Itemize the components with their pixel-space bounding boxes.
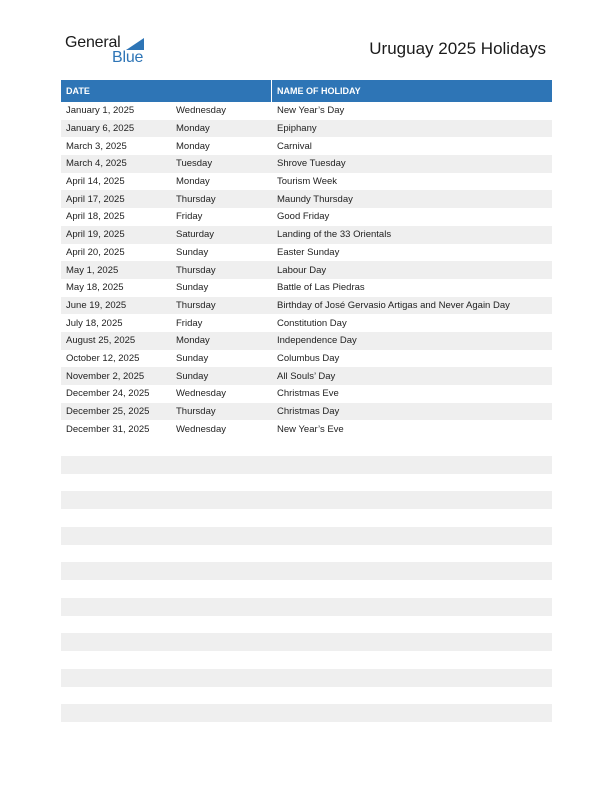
holiday-weekday: Friday — [176, 211, 203, 223]
table-row — [61, 420, 552, 438]
holiday-date: January 1, 2025 — [66, 105, 135, 117]
holiday-date: April 17, 2025 — [66, 193, 125, 205]
holiday-weekday: Tuesday — [176, 158, 213, 170]
holiday-name: Maundy Thursday — [277, 193, 353, 205]
table-row — [61, 137, 552, 155]
holiday-weekday: Saturday — [176, 229, 215, 241]
holiday-weekday: Thursday — [176, 299, 216, 311]
table-row — [61, 173, 552, 191]
holiday-weekday: Sunday — [176, 352, 209, 364]
holiday-name: Labour Day — [277, 264, 327, 276]
holiday-name: Easter Sunday — [277, 246, 340, 258]
holiday-name: New Year’s Day — [277, 105, 345, 117]
holiday-weekday: Sunday — [176, 282, 209, 294]
holiday-name: New Year’s Eve — [277, 423, 344, 435]
page-title: Uruguay 2025 Holidays — [369, 39, 546, 58]
holiday-name: Christmas Eve — [277, 388, 339, 400]
table-row — [61, 120, 552, 138]
holiday-name: Epiphany — [277, 123, 317, 135]
table-row — [61, 244, 552, 262]
holiday-weekday: Sunday — [176, 370, 209, 382]
holiday-name: Birthday of José Gervasio Artigas and Never Again Day — [277, 299, 510, 311]
holiday-date: June 19, 2025 — [66, 299, 127, 311]
table-row — [61, 261, 552, 279]
holiday-weekday: Monday — [176, 123, 210, 135]
blank-stripe — [61, 562, 552, 580]
table-row — [61, 332, 552, 350]
holiday-date: April 18, 2025 — [66, 211, 125, 223]
blank-stripe — [61, 633, 552, 651]
holiday-name: Carnival — [277, 140, 312, 152]
blank-stripe — [61, 527, 552, 545]
holiday-weekday: Friday — [176, 317, 203, 329]
holiday-weekday: Monday — [176, 140, 210, 152]
holiday-name: Constitution Day — [277, 317, 347, 329]
table-row — [61, 314, 552, 332]
holiday-date: July 18, 2025 — [66, 317, 123, 329]
holiday-date: December 31, 2025 — [66, 423, 150, 435]
holiday-date: January 6, 2025 — [66, 123, 135, 135]
holiday-date: December 24, 2025 — [66, 388, 150, 400]
holiday-name: Christmas Day — [277, 406, 340, 418]
blank-stripe — [61, 491, 552, 509]
table-row — [61, 367, 552, 385]
blank-stripe — [61, 704, 552, 722]
logo-text-blue: Blue — [112, 49, 144, 66]
header-holiday-name: NAME OF HOLIDAY — [271, 80, 552, 102]
blank-stripe — [61, 598, 552, 616]
holiday-weekday: Monday — [176, 176, 210, 188]
holiday-date: April 19, 2025 — [66, 229, 125, 241]
table-row — [61, 226, 552, 244]
table-row — [61, 208, 552, 226]
holiday-weekday: Wednesday — [176, 423, 226, 435]
table-header — [61, 80, 552, 102]
table-body — [61, 102, 552, 438]
holiday-date: November 2, 2025 — [66, 370, 145, 382]
table-row — [61, 350, 552, 368]
holiday-weekday: Sunday — [176, 246, 209, 258]
holiday-date: May 18, 2025 — [66, 282, 124, 294]
holiday-name: All Souls’ Day — [277, 370, 336, 382]
holiday-date: April 20, 2025 — [66, 246, 125, 258]
holiday-weekday: Monday — [176, 335, 210, 347]
holiday-weekday: Thursday — [176, 264, 216, 276]
holiday-date: December 25, 2025 — [66, 406, 150, 418]
blank-stripe — [61, 456, 552, 474]
holiday-date: April 14, 2025 — [66, 176, 125, 188]
holiday-weekday: Thursday — [176, 406, 216, 418]
table-row — [61, 385, 552, 403]
table-row — [61, 297, 552, 315]
logo-text-general: General — [65, 34, 121, 51]
generalblue-logo — [65, 34, 155, 68]
holiday-date: May 1, 2025 — [66, 264, 119, 276]
holiday-weekday: Thursday — [176, 193, 216, 205]
holidays-table — [61, 80, 552, 438]
holiday-name: Battle of Las Piedras — [277, 282, 365, 294]
holiday-date: August 25, 2025 — [66, 335, 136, 347]
holiday-date: October 12, 2025 — [66, 352, 140, 364]
holiday-name: Good Friday — [277, 211, 330, 223]
holiday-date: March 4, 2025 — [66, 158, 127, 170]
holiday-name: Shrove Tuesday — [277, 158, 346, 170]
blank-stripe — [61, 669, 552, 687]
holiday-date: March 3, 2025 — [66, 140, 127, 152]
table-row — [61, 155, 552, 173]
table-row — [61, 190, 552, 208]
table-row — [61, 102, 552, 120]
holiday-name: Tourism Week — [277, 176, 338, 188]
header-date: DATE — [66, 86, 90, 96]
table-row — [61, 279, 552, 297]
table-row — [61, 403, 552, 421]
holiday-name: Landing of the 33 Orientals — [277, 229, 392, 241]
holiday-weekday: Wednesday — [176, 388, 226, 400]
holiday-name: Independence Day — [277, 335, 357, 347]
holiday-weekday: Wednesday — [176, 105, 226, 117]
holiday-name: Columbus Day — [277, 352, 340, 364]
